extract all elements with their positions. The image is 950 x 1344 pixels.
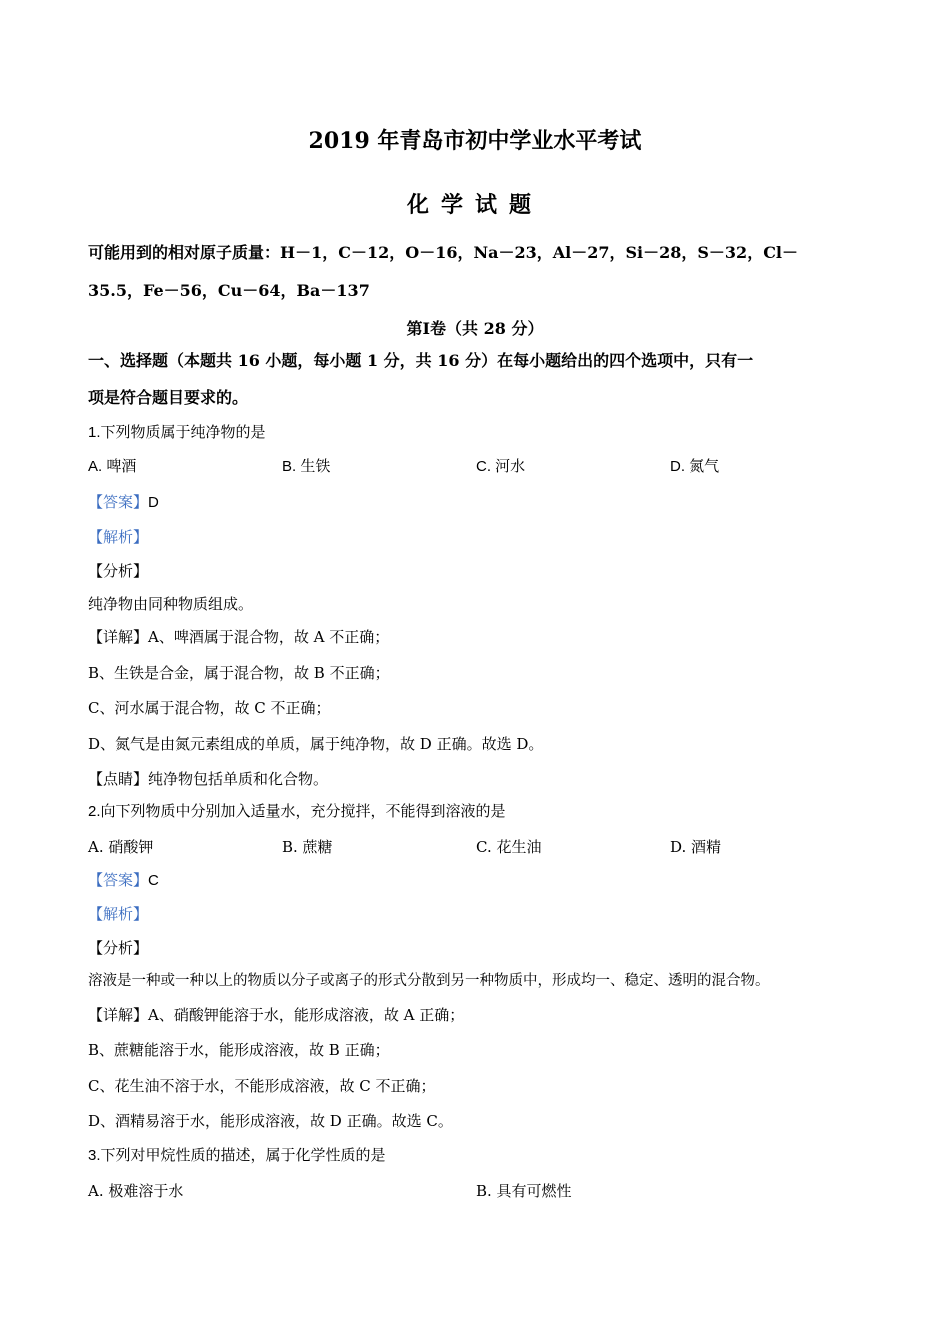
answer-value: D bbox=[148, 494, 159, 511]
q1-detail-2: B、生铁是合金，属于混合物，故 B 不正确； bbox=[88, 664, 390, 682]
atomic-mass-line-2: 35.5，Fe－56，Cu－64，Ba－137 bbox=[88, 281, 370, 300]
section-title: 第Ⅰ卷（共 28 分） bbox=[406, 319, 544, 338]
exam-title: 2019 年青岛市初中学业水平考试 bbox=[308, 128, 642, 154]
answer-tag: 【答案】 bbox=[88, 871, 149, 889]
q3-option-b: B. 具有可燃性 bbox=[476, 1182, 572, 1200]
q1-dianjing: 【点睛】纯净物包括单质和化合物。 bbox=[88, 770, 329, 788]
atomic-mass-line-1: 可能用到的相对原子质量：H－1，C－12，O－16，Na－23，Al－27，Si－28，S－32，Cl－ bbox=[88, 243, 799, 262]
q2-detail-4: D、酒精易溶于水，能形成溶液，故 D 正确。故选 C。 bbox=[88, 1112, 453, 1130]
question-3-stem: 3.下列对甲烷性质的描述，属于化学性质的是 bbox=[88, 1147, 386, 1164]
q2-detail-3: C、花生油不溶于水，不能形成溶液，故 C 不正确； bbox=[88, 1077, 436, 1095]
q1-option-b: B. 生铁 bbox=[282, 458, 331, 475]
q1-detail-3: C、河水属于混合物，故 C 不正确； bbox=[88, 699, 331, 717]
q1-analysis-tag: 【解析】 bbox=[88, 528, 149, 546]
part-heading-line-2: 项是符合题目要求的。 bbox=[88, 388, 249, 407]
q2-detail-2: B、蔗糖能溶于水，能形成溶液，故 B 正确； bbox=[88, 1041, 390, 1059]
q3-option-a: A. 极难溶于水 bbox=[88, 1182, 184, 1200]
q1-option-d: D. 氮气 bbox=[670, 458, 720, 475]
q2-option-a: A. 硝酸钾 bbox=[88, 838, 154, 856]
q1-option-a: A. 啤酒 bbox=[88, 458, 137, 475]
q2-analysis-tag: 【解析】 bbox=[88, 905, 149, 923]
q2-option-b: B. 蔗糖 bbox=[282, 838, 333, 856]
q1-detail-1: 【详解】A、啤酒属于混合物，故 A 不正确； bbox=[88, 628, 390, 646]
q1-fenxi-text: 纯净物由同种物质组成。 bbox=[88, 595, 254, 613]
q1-option-c: C. 河水 bbox=[476, 458, 526, 475]
subject-title: 化学试题 bbox=[406, 192, 543, 218]
q2-option-d: D. 酒精 bbox=[670, 838, 722, 856]
q1-detail-4: D、氮气是由氮元素组成的单质，属于纯净物，故 D 正确。故选 D。 bbox=[88, 735, 544, 753]
part-heading-line-1: 一、选择题（本题共 16 小题，每小题 1 分，共 16 分）在每小题给出的四个选项中，只有一 bbox=[88, 351, 754, 370]
q2-detail-1: 【详解】A、硝酸钾能溶于水，能形成溶液，故 A 正确； bbox=[88, 1006, 465, 1024]
answer-tag: 【答案】 bbox=[88, 493, 149, 511]
question-2-stem: 2.向下列物质中分别加入适量水，充分搅拌，不能得到溶液的是 bbox=[88, 803, 506, 820]
q1-fenxi-tag: 【分析】 bbox=[88, 562, 149, 580]
q2-option-c: C. 花生油 bbox=[476, 838, 542, 856]
answer-value: C bbox=[148, 872, 159, 889]
q1-answer bbox=[88, 492, 159, 513]
q2-fenxi-text: 溶液是一种或一种以上的物质以分子或离子的形式分散到另一种物质中，形成均一、稳定、透明的混合物。 bbox=[88, 973, 770, 989]
q2-answer bbox=[88, 870, 159, 891]
q2-fenxi-tag: 【分析】 bbox=[88, 939, 149, 957]
question-1-stem: 1.下列物质属于纯净物的是 bbox=[88, 424, 266, 441]
